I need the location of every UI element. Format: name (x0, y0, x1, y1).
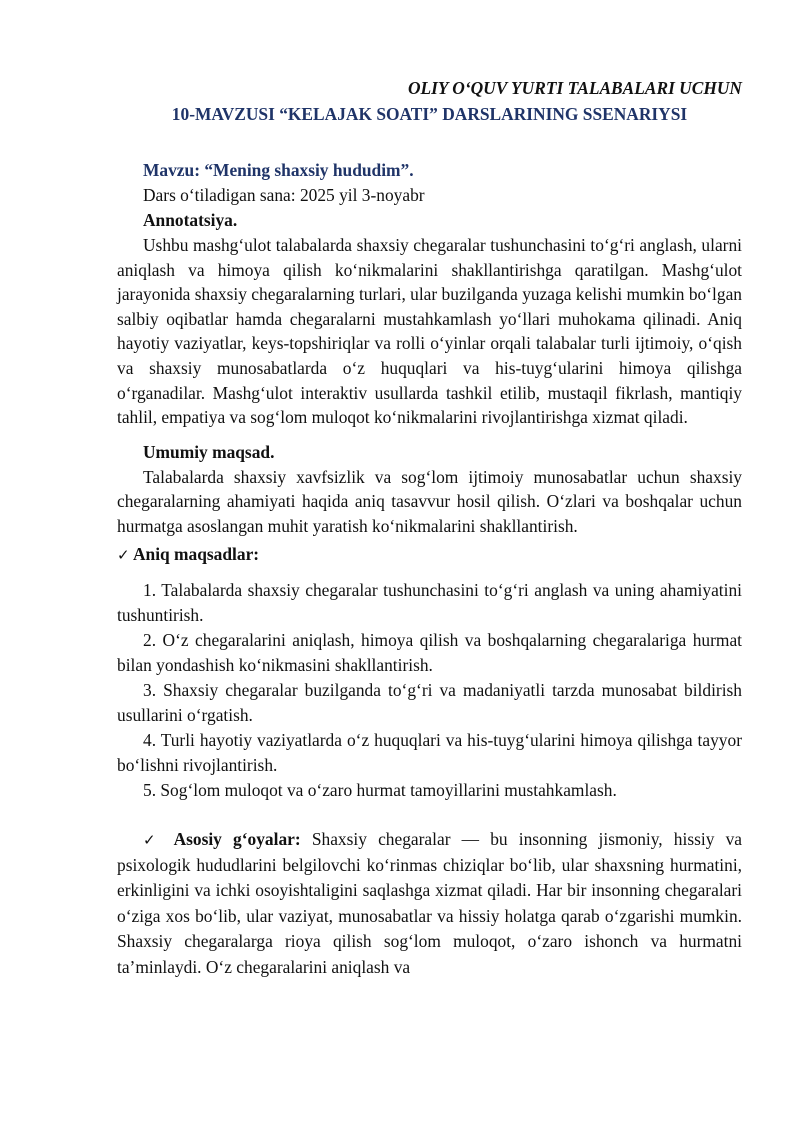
topic-title: Mavzu: “Mening shaxsiy hududim”. (143, 160, 414, 180)
main-ideas-heading: Asosiy g‘oyalar: (173, 828, 301, 849)
check-icon: ✓ (143, 830, 163, 849)
main-ideas-text: Shaxsiy chegaralar — bu insonning jismoniy, hissiy va psixologik hududlarini belgilovchi ko‘rinmas chiziqlar bo‘lib, ular shaxsning hurmatini, erkinligini va ichki osoyishtaligini saqlashga xizmat qiladi. Har bir insonning chegaralari o‘ziga xos bo‘lib, ular vaziyat, munosabatlar va hissiy holatga qarab o‘zgarishi mumkin. Shaxsiy chegaralarga rioya qilish sog‘lom muloqot, o‘zaro ishonch va hurmatni ta’minlaydi. O‘z chegaralarini aniqlash va (117, 828, 742, 977)
list-item: 3. Shaxsiy chegaralar buzilganda to‘g‘ri va madaniyatli tarzda munosabat bildirish usullarini o‘rgatish. (117, 679, 742, 725)
list-item: 4. Turli hayotiy vaziyatlarda o‘z huquqlari va his-tuyg‘ularini himoya qilishga tayyor bo‘lishni rivojlantirish. (117, 729, 742, 775)
lesson-date: Dars o‘tiladigan sana: 2025 yil 3-noyabr (143, 185, 425, 205)
list-item: 1. Talabalarda shaxsiy chegaralar tushunchasini to‘g‘ri anglash va uning ahamiyatini tushuntirish. (117, 579, 742, 625)
general-goal-text: Talabalarda shaxsiy xavfsizlik va sog‘lom ijtimoiy munosabatlar uchun shaxsiy chegaralarning ahamiyati haqida aniq tasavvur hosil qilish. O‘zlari va boshqalar uchun hurmatga asoslangan muhit yaratish ko‘nikmalarini shakllantirish. (117, 466, 742, 536)
specific-aims-heading (117, 542, 742, 568)
general-goal-heading: Umumiy maqsad. (143, 441, 275, 462)
list-item: 2. O‘z chegaralarini aniqlash, himoya qilish va boshqalarning chegaralariga hurmat bilan yondashish ko‘nikmasini shakllantirish. (117, 629, 742, 675)
document-title: 10-MAVZUSI “KELAJAK SOATI” DARSLARINING SSENARIYSI (171, 104, 688, 124)
main-ideas-paragraph (117, 827, 742, 980)
list-item: 5. Sog‘lom muloqot va o‘zaro hurmat tamoyillarini mustahkamlash. (143, 779, 617, 800)
specific-aims-label: Aniq maqsadlar: (132, 543, 260, 564)
check-icon: ✓ (117, 545, 130, 564)
header-audience: OLIY O‘QUV YURTI TALABALARI UCHUN (407, 78, 742, 98)
specific-aims-list (117, 578, 742, 803)
annotation-text: Ushbu mashg‘ulot talabalarda shaxsiy chegaralar tushunchasini to‘g‘ri anglash, ularni aniqlash va himoya qilish ko‘nikmalarini shakllantirishga qaratilgan. Mashg‘ulot jarayonida shaxsiy chegaralarning turlari, ular buzilganda yuzaga kelishi mumkin bo‘lgan salbiy oqibatlar hamda chegaralarni mustahkamlash yo‘llari muhokama qilinadi. Aniq hayotiy vaziyatlar, keys-topshiriqlar va rolli o‘yinlar orqali talabalar turli ijtimoiy, o‘qish va shaxsiy munosabatlarda o‘z huquqlari va his-tuyg‘ularini himoya qilishga o‘rganadilar. Mashg‘ulot interaktiv usullarda tashkil etilib, mustaqil fikrlash, mantiqiy tahlil, empatiya va sog‘lom muloqot ko‘nikmalarini rivojlantirishga xizmat qiladi. (117, 235, 742, 428)
annotation-heading: Annotatsiya. (143, 210, 238, 230)
document-page (117, 76, 742, 997)
